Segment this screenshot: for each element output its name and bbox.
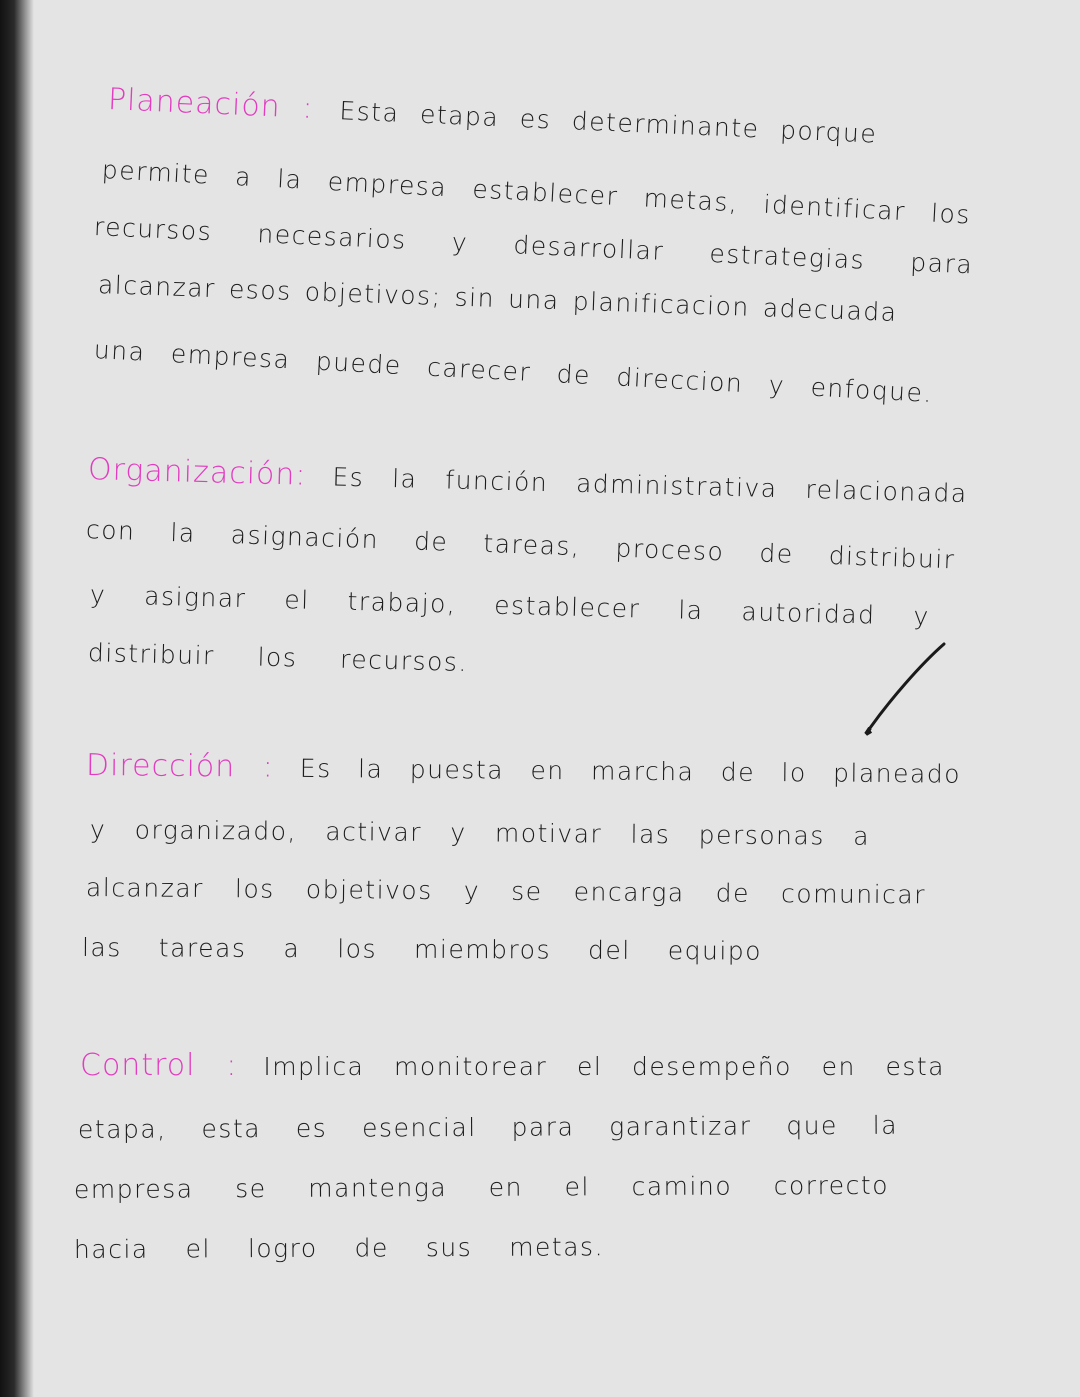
- section-title-control: Control :: [80, 1048, 238, 1083]
- text-line: y organizado, activar y motivar las personas a: [89, 815, 871, 851]
- text-line: distribuir los recursos.: [87, 638, 469, 677]
- text-line: Implica monitorear el desempeño en esta: [263, 1052, 945, 1081]
- section-planeacion-heading-line: [107, 82, 878, 151]
- section-direccion-heading-line: [86, 748, 961, 791]
- text-line: alcanzar los objetivos y se encarga de comunicar: [85, 873, 927, 910]
- section-title-direccion: Dirección :: [85, 748, 275, 785]
- text-line: Es la puesta en marcha de lo planeado: [299, 753, 962, 789]
- text-line: Es la función administrativa relacionada: [332, 462, 969, 509]
- checkmark-icon: [860, 640, 960, 740]
- text-line: etapa, esta es esencial para garantizar que la: [77, 1110, 899, 1144]
- text-line: y asignar el trabajo, establecer la autoridad y: [89, 580, 931, 631]
- page-edge-shadow: [0, 0, 34, 1397]
- section-title-organizacion: Organización:: [87, 452, 307, 493]
- section-control-heading-line: [80, 1048, 945, 1083]
- text-line: permite a la empresa establecer metas, identificar los: [101, 155, 972, 230]
- text-line: recursos necesarios y desarrollar estrategias para: [93, 212, 974, 280]
- text-line: alcanzar esos objetivos; sin una planificacion adecuada: [97, 270, 899, 327]
- text-line: con la asignación de tareas, proceso de distribuir: [85, 515, 956, 575]
- text-line: empresa se mantenga en el camino correcto: [73, 1170, 890, 1204]
- text-line: Esta etapa es determinante porque: [338, 96, 878, 149]
- section-organizacion-heading-line: [88, 452, 969, 510]
- text-line: una empresa puede carecer de direccion y enfoque.: [93, 335, 934, 408]
- text-line: las tareas a los miembros del equipo: [81, 933, 763, 966]
- text-line: hacia el logro de sus metas.: [73, 1232, 605, 1264]
- section-title-planeacion: Planeación :: [107, 82, 315, 126]
